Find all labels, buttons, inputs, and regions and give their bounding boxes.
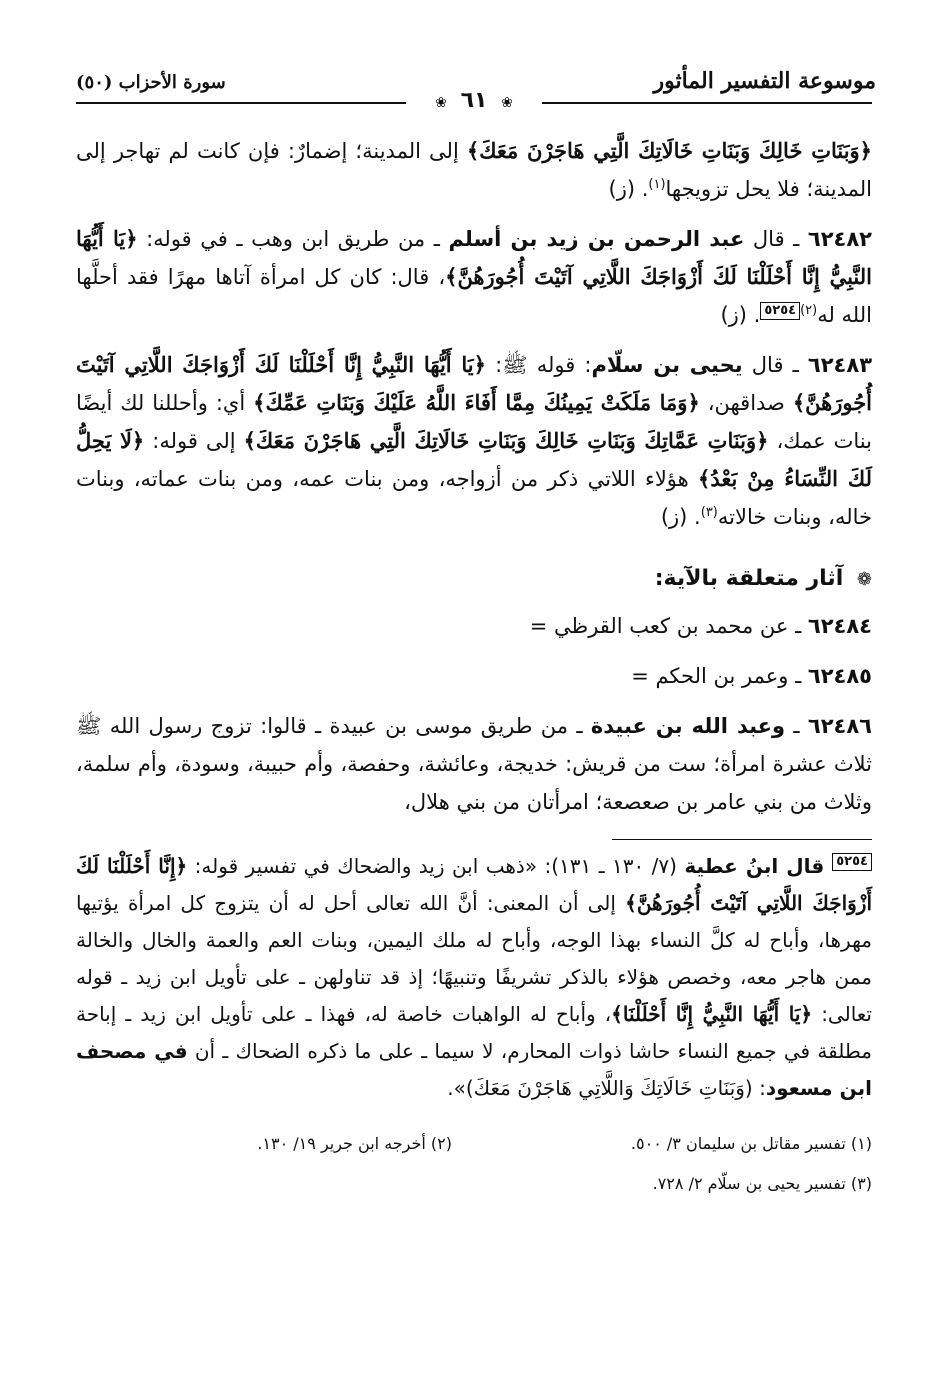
text-run: ـ قال xyxy=(742,353,808,377)
footnote-1: (١) تفسير مقاتل بن سليمان ٣/ ٥٠٠. xyxy=(630,1134,872,1153)
quran-verse: ﴿وَبَنَاتِ خَالِكَ وَبَنَاتِ خَالَاتِكَ الَّتِي هَاجَرْنَ مَعَكَ﴾ xyxy=(466,138,872,163)
athar-item xyxy=(76,657,872,695)
item-number: ٦٢٤٨٣ xyxy=(807,353,873,377)
text-run: إلى المدينة؛ إضمارٌ: فإن كانت لم تهاجر إلى المدينة؛ فلا يحل تزويجها xyxy=(76,139,872,201)
quran-verse: ﴿يَا أَيُّهَا النَّبِيُّ إِنَّا أَحْلَلْنَا لَكَ أَزْوَاجَكَ اللَّاتِي آتَيْتَ أُجُورَهُنَّ﴾ xyxy=(76,352,873,415)
text-run: . (ز) xyxy=(608,177,649,201)
text-run: ـ قال xyxy=(744,227,808,251)
note-separator xyxy=(612,839,872,840)
paragraph xyxy=(76,346,872,536)
athar-item-long xyxy=(76,707,872,821)
text-run: إلى أن المعنى: أنَّ الله تعالى أحل له أن يتزوج كل امرأة يؤتيها مهرها، وأباح له كلَّ النساء بهذا الوجه، وأباح له ملك اليمين، وبنات العم والعمة والخال والخالة ممن هاجر معه، وخصص هؤلاء بالذكر تشريفًا وتنبيهًا؛ إذ قد تناولهن ـ على تأويل ابن زيد ـ قوله تعالى: xyxy=(76,891,872,1026)
item-number: ٦٢٤٨٥ xyxy=(807,664,872,688)
narrator-name: عبد الرحمن بن زيد بن أسلم xyxy=(448,227,745,251)
ornament-icon: ❀ xyxy=(501,95,513,111)
text-run: . (ز) xyxy=(660,505,701,529)
text-run: . (ز) xyxy=(720,303,761,327)
text-run: إلى قوله: xyxy=(144,429,244,453)
footnote-marker: (٣) xyxy=(700,505,718,520)
flower-ornament-icon: ❁ xyxy=(856,569,872,590)
ornament-icon: ❀ xyxy=(435,95,447,111)
paragraph xyxy=(76,220,872,334)
narrator-name: في مصحف ابن مسعود xyxy=(76,1039,872,1100)
footnote-marker: (٢) xyxy=(800,303,818,318)
surah-title: سورة الأحزاب (٥٠) xyxy=(76,72,226,93)
quran-verse: ﴿يَا أَيُّهَا النَّبِيُّ إِنَّا أَحْلَلْنَا﴾ xyxy=(611,1002,813,1026)
text-run: أي: وأحللنا لك أيضًا بنات عمك، xyxy=(76,391,872,453)
text-run: : قوله ﷺ: xyxy=(485,353,592,377)
narrator-name: قال ابنُ عطية xyxy=(684,854,833,878)
item-number: ٦٢٤٨٦ xyxy=(807,714,872,738)
item-text: ـ عن محمد بن كعب القرظي = xyxy=(529,614,808,638)
narrator-name: وعبد الله بن عبيدة xyxy=(590,714,786,738)
page-number: ٦١ xyxy=(460,88,488,113)
quran-verse: ﴿وَبَنَاتِ عَمَّاتِكَ وَبَنَاتِ خَالِكَ وَبَنَاتِ خَالَاتِكَ الَّتِي هَاجَرْنَ مَعَكَ﴾ xyxy=(243,428,769,453)
athar-item xyxy=(76,607,872,645)
text-run: ، وأباح له الواهبات خاصة له، فهذا ـ على تأويل ابن زيد ـ إباحة مطلقة في جميع النساء حاشا ذوات المحارم، لا سيما ـ على ما ذكره الضحاك ـ أن xyxy=(76,1002,872,1063)
editor-note xyxy=(76,848,872,1107)
item-text: ـ وعمر بن الحكم = xyxy=(631,664,808,688)
footnote-marker: (١) xyxy=(648,177,666,192)
item-number: ٦٢٤٨٤ xyxy=(807,614,872,638)
text-run: (٧/ ١٣٠ ـ ١٣١): «ذهب ابن زيد والضحاك في تفسير قوله: xyxy=(187,854,685,878)
text-run: ـ xyxy=(785,714,808,738)
paragraph xyxy=(76,132,872,208)
footnote-3: (٣) تفسير يحيى بن سلّام ٢/ ٧٢٨. xyxy=(652,1174,872,1193)
item-number: ٦٢٤٨٢ xyxy=(807,227,872,251)
paragraphs xyxy=(76,132,872,536)
footnote-2: (٢) أخرجه ابن جرير ١٩/ ١٣٠. xyxy=(257,1134,452,1153)
text-run: صداقهن، xyxy=(699,391,793,415)
quran-verse: ﴿وَمَا مَلَكَتْ يَمِينُكَ مِمَّا أَفَاءَ اللَّهُ عَلَيْكَ وَبَنَاتِ عَمِّكَ﴾ xyxy=(253,390,700,415)
text-run: ، قال: كان كل امرأة آتاها مهرًا فقد أحلَّها الله له xyxy=(76,265,872,327)
section-title: آثار متعلقة بالآية: xyxy=(654,566,844,591)
quran-verse: ﴿إِنَّا أَحْلَلْنَا لَكَ أَزْوَاجَكَ اللَّاتِي آتَيْتَ أُجُورَهُنَّ﴾ xyxy=(76,854,872,915)
narrator-name: يحيى بن سلّام xyxy=(591,353,743,377)
note-reference: ٥٢٥٤ xyxy=(760,302,800,320)
page-number-block xyxy=(76,88,872,113)
note-reference: ٥٢٥٤ xyxy=(832,853,872,871)
text-run: : (وَبَنَاتِ خَالَاتِكَ وَاللَّاتِي هَاجَرْنَ مَعَكَ)». xyxy=(447,1076,766,1100)
page xyxy=(76,60,876,1205)
footnotes xyxy=(76,1125,872,1205)
text-run: ـ من طريق ابن وهب ـ في قوله: xyxy=(137,227,449,251)
text-run: ـ من طريق موسى بن عبيدة ـ قالوا: تزوج رسول الله ﷺ ثلاث عشرة امرأة؛ ست من قريش: خديجة، وعائشة، وحفصة، وأم حبيبة، وسودة، وأم سلمة، وثلاث من بني عامر بن صعصعة؛ امرأتان من بني هلال، xyxy=(76,714,872,814)
section-heading xyxy=(76,560,872,599)
book-title: موسوعة التفسير المأثور xyxy=(653,68,876,94)
quran-verse: ﴿يَا أَيُّهَا النَّبِيُّ إِنَّا أَحْلَلْنَا لَكَ أَزْوَاجَكَ اللَّاتِي آتَيْتَ أُجُورَهُنَّ﴾ xyxy=(76,226,872,289)
page-body xyxy=(76,132,872,1205)
quran-verse: ﴿لَا يَحِلُّ لَكَ النِّسَاءُ مِنْ بَعْدُ﴾ xyxy=(76,428,872,491)
text-run: هؤلاء اللاتي ذكر من أزواجه، ومن بنات عمه، ومن بنات عماته، وبنات خاله، وبنات خالاته xyxy=(76,467,872,529)
page-header xyxy=(76,60,876,118)
